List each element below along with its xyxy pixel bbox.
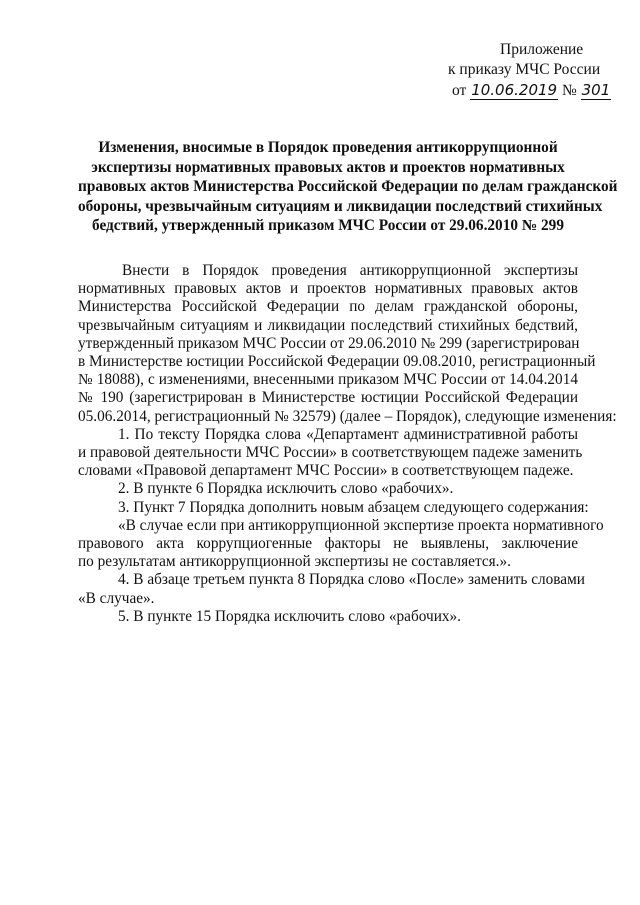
title-line: бедствий, утвержденный приказом МЧС России от 29.06.2010 № 299 <box>92 217 564 234</box>
item-5: 5. В пункте 15 Порядка исключить слово «рабочих». <box>118 607 462 625</box>
body-line: утвержденный приказом МЧС России от 29.06.2010 № 299 (зарегистрирован <box>78 334 580 352</box>
item-1 <box>78 425 583 481</box>
body-line: чрезвычайным ситуациям и ликвидации последствий стихийных бедствий, <box>78 316 578 334</box>
body-line: 4. В абзаце третьем пункта 8 Порядка слово «После» заменить словами <box>118 571 585 589</box>
body-line: 1. По тексту Порядка слова «Департамент административной работы <box>118 425 578 443</box>
body-line: 05.06.2014, регистрационный № 32579) (далее – Порядок), следующие изменения: <box>78 407 617 425</box>
body-line: «В случае». <box>78 589 155 607</box>
item-4 <box>78 571 585 607</box>
title-line: правовых актов Министерства Российской Федерации по делам гражданской <box>78 178 618 195</box>
appendix-date-number <box>448 80 628 101</box>
handwritten-number: 301 <box>581 81 611 99</box>
body-line: Министерства Российской Федерации по делам гражданской обороны, <box>78 298 578 316</box>
intro-paragraph <box>78 262 617 426</box>
document-title <box>78 138 618 236</box>
body-line: № 18088), с изменениями, внесенными приказом МЧС России от 14.04.2014 <box>78 371 578 389</box>
item-3: 3. Пункт 7 Порядка дополнить новым абзацем следующего содержания: <box>118 498 589 516</box>
body-line: № 190 (зарегистрирован в Министерстве юстиции Российской Федерации <box>78 389 578 407</box>
body-line: Внести в Порядок проведения антикоррупционной экспертизы <box>122 262 578 279</box>
appendix-header <box>448 40 628 101</box>
title-line: экспертизы нормативных правовых актов и проектов нормативных <box>91 158 565 176</box>
body-line: по результатам антикоррупционной экспертизы не составляется.». <box>78 553 511 571</box>
date-prefix: от <box>452 82 467 99</box>
number-prefix: № <box>561 82 577 99</box>
appendix-label: Приложение <box>500 41 584 58</box>
title-line: обороны, чрезвычайным ситуациям и ликвидации последствий стихийных <box>78 197 603 215</box>
handwritten-date: 10.06.2019 <box>471 81 558 99</box>
body-line: и правовой деятельности МЧС России» в соответствующем падеже заменить <box>78 444 583 462</box>
body-line: нормативных правовых актов и проектов нормативных правовых актов <box>78 280 578 298</box>
document-body <box>78 262 617 626</box>
quote-paragraph <box>78 516 604 572</box>
item-2: 2. В пункте 6 Порядка исключить слово «рабочих». <box>118 480 454 498</box>
title-line: Изменения, вносимые в Порядок проведения антикоррупционной <box>98 139 558 156</box>
appendix-order-ref: к приказу МЧС России <box>448 61 601 78</box>
body-line: в Министерстве юстиции Российской Федерации 09.08.2010, регистрационный <box>78 353 596 371</box>
body-line: «В случае если при антикоррупционной экспертизе проекта нормативного <box>118 516 604 534</box>
body-line: правового акта коррупциогенные факторы не выявлены, заключение <box>78 535 578 553</box>
body-line: словами «Правовой департамент МЧС России» в соответствующем падеже. <box>78 462 574 480</box>
